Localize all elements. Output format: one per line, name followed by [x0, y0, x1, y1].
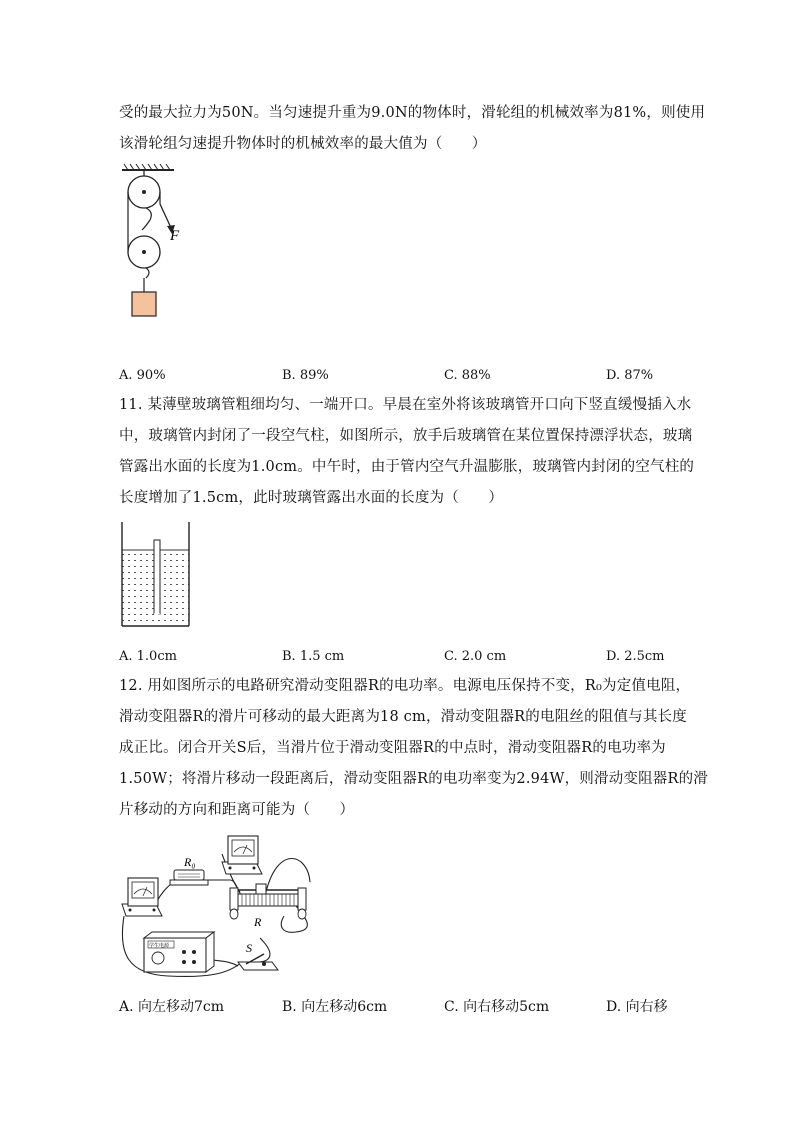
power-supply-label: 学生电源 [149, 943, 170, 949]
fixed-resistor [170, 870, 208, 885]
switch-label: S [246, 941, 252, 955]
q12-line-3: 成正比。闭合开关S后，当滑片位于滑动变阻器R的中点时，滑动变阻器R的电功率为 [119, 740, 666, 756]
pulley-diagram [118, 164, 198, 324]
q11-option-c: C. 2.0 cm [444, 649, 507, 664]
q12-option-c: C. 向右移动5cm [444, 999, 550, 1015]
q11-option-d: D. 2.5cm [606, 649, 665, 664]
force-label: F [170, 228, 180, 244]
glass-tube-diagram [121, 522, 193, 630]
q11-line-3: 管露出水面的长度为1.0cm。中午时，由于管内空气升温膨胀，玻璃管内封闭的空气柱的 [119, 459, 695, 475]
switch [238, 954, 278, 970]
q10-option-d: D. 87% [606, 368, 654, 383]
ammeter [222, 836, 262, 874]
power-supply [144, 932, 214, 972]
q12-option-b: B. 向左移动6cm [282, 999, 388, 1015]
sliding-rheostat [230, 884, 306, 919]
voltmeter [122, 878, 162, 916]
q12-line-4: 1.50W；将滑片移动一段距离后，滑动变阻器R的电功率变为2.94W，则滑动变阻器R的滑 [119, 771, 709, 787]
q12-line-1: 12. 用如图所示的电路研究滑动变阻器R的电功率。电源电压保持不变，R₀为定值电阻， [119, 678, 691, 694]
r-label: R [254, 915, 262, 929]
q10-line-2: 该滑轮组匀速提升物体时的机械效率的最大值为（ ） [119, 136, 487, 152]
q11-option-b: B. 1.5 cm [282, 649, 345, 664]
r0-label: R₀ [184, 855, 196, 869]
q11-line-2: 中，玻璃管内封闭了一段空气柱，如图所示，放手后玻璃管在某位置保持漂浮状态，玻璃 [119, 428, 693, 444]
q12-option-d: D. 向右移 [606, 999, 668, 1015]
q12-line-5: 片移动的方向和距离可能为（ ） [119, 802, 355, 818]
q11-option-a: A. 1.0cm [119, 649, 177, 664]
q11-line-1: 11. 某薄壁玻璃管粗细均匀、一端开口。早晨在室外将该玻璃管开口向下竖直缓慢插入水 [119, 397, 692, 413]
q12-option-a: A. 向左移动7cm [119, 999, 225, 1015]
q10-option-a: A. 90% [119, 368, 166, 383]
q10-option-b: B. 89% [282, 368, 329, 383]
circuit-diagram [118, 834, 328, 984]
q10-line-1: 受的最大拉力为50N。当匀速提升重为9.0N的物体时，滑轮组的机械效率为81%，则使用 [119, 105, 706, 121]
q11-line-4: 长度增加了1.5cm，此时玻璃管露出水面的长度为（ ） [119, 490, 504, 506]
q12-line-2: 滑动变阻器R的滑片可移动的最大距离为18 cm，滑动变阻器R的电阻丝的阻值与其长度 [119, 709, 687, 725]
q10-option-c: C. 88% [444, 368, 491, 383]
